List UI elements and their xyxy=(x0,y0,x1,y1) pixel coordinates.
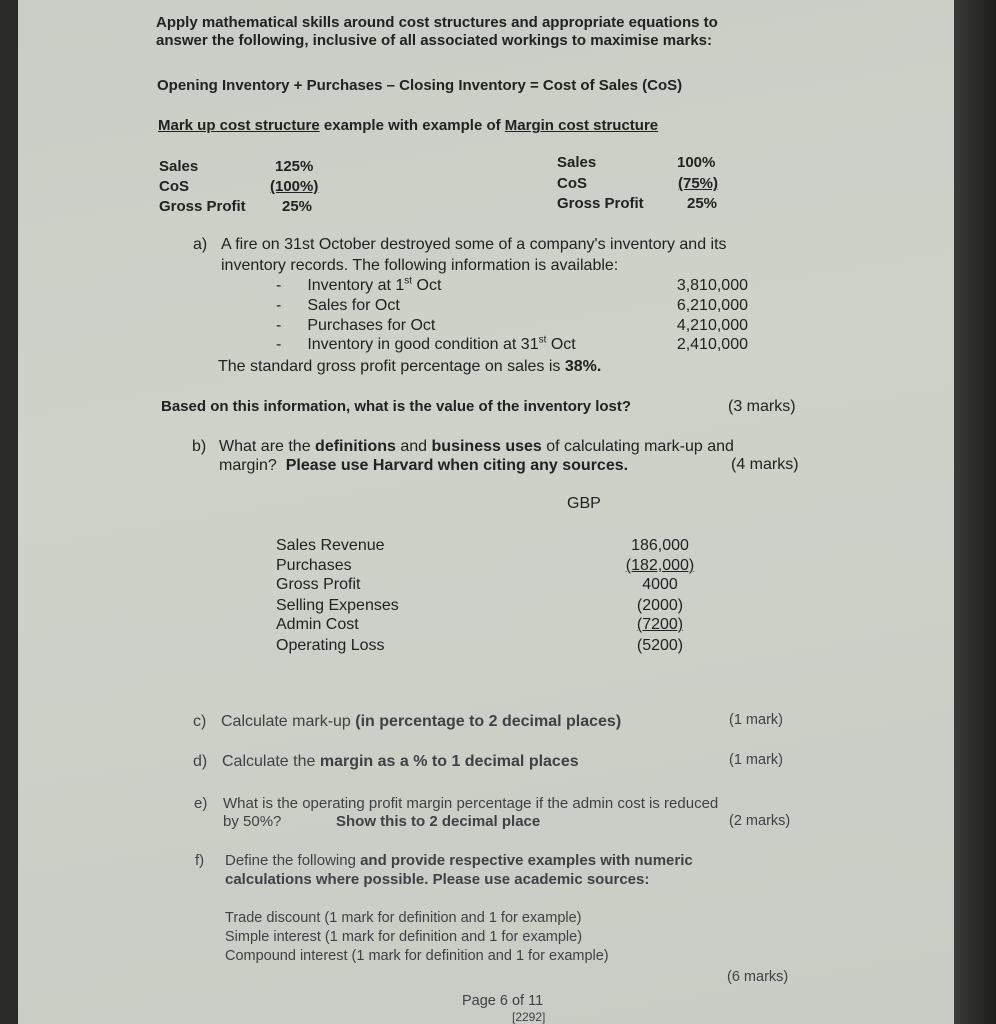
item-text: Purchases for Oct xyxy=(307,317,436,334)
text: Define the following xyxy=(225,852,361,869)
bullet: - xyxy=(276,336,282,353)
question-b-line-2 xyxy=(219,456,628,475)
document-code: [2292] xyxy=(512,1010,546,1024)
markup-label: Gross Profit xyxy=(159,198,246,215)
question-e-marks: (2 marks) xyxy=(729,813,791,829)
markup-value: 125% xyxy=(275,158,314,175)
text-bold: definitions xyxy=(315,438,396,455)
bullet: - xyxy=(276,297,282,314)
intro-line-2: answer the following, inclusive of all associated workings to maximise marks: xyxy=(156,32,713,49)
question-f-label: f) xyxy=(195,852,205,869)
text-bold: (in percentage to 2 decimal places) xyxy=(355,713,622,730)
margin-value: (75%) xyxy=(678,175,719,192)
list-item xyxy=(276,276,441,295)
markup-value: 25% xyxy=(282,198,313,215)
text-bold: margin as a % to 1 decimal places xyxy=(319,753,579,770)
markup-label: CoS xyxy=(159,178,189,195)
margin-heading: Margin cost structure xyxy=(504,117,659,134)
question-e-line-2a: by 50%? xyxy=(223,813,282,830)
text: Calculate mark-up xyxy=(221,713,356,730)
question-a-line-2: inventory records. The following information is available: xyxy=(221,257,619,274)
question-a-marks: (3 marks) xyxy=(728,398,796,415)
item-sup: st xyxy=(538,334,547,346)
question-c-label: c) xyxy=(193,713,207,730)
question-b-marks: (4 marks) xyxy=(731,456,799,473)
statement-value: (5200) xyxy=(636,637,684,654)
statement-value: (2000) xyxy=(636,597,684,614)
question-d-marks: (1 mark) xyxy=(729,752,783,768)
item-value: 6,210,000 xyxy=(676,297,748,314)
question-f-line-1 xyxy=(225,852,693,870)
margin-label: Sales xyxy=(557,154,597,171)
bullet: - xyxy=(276,277,282,294)
screen-edge xyxy=(954,0,996,1024)
item-text: Inventory at 1 xyxy=(307,277,405,294)
intro-line-1: Apply mathematical skills around cost structures and appropriate equations to xyxy=(156,14,718,31)
question-f-marks: (6 marks) xyxy=(727,969,789,985)
text: What are the xyxy=(219,438,316,455)
margin-value: 100% xyxy=(677,154,716,171)
item-value: 3,810,000 xyxy=(676,277,748,294)
document-page xyxy=(18,0,954,1024)
question-a-label: a) xyxy=(193,236,208,253)
item-text-suffix: Oct xyxy=(412,277,442,294)
heading-connector: example with example of xyxy=(319,117,505,134)
statement-value: (7200) xyxy=(636,616,684,633)
statement-label: Sales Revenue xyxy=(276,537,385,554)
margin-label: Gross Profit xyxy=(557,195,644,212)
question-a-prompt: Based on this information, what is the value of the inventory lost? xyxy=(161,398,632,415)
statement-label: Admin Cost xyxy=(276,616,359,633)
page-number: Page 6 of 11 xyxy=(462,993,544,1009)
term-item: Compound interest (1 mark for definition and 1 for example) xyxy=(225,948,609,964)
markup-value: (100%) xyxy=(270,178,319,195)
margin-value: 25% xyxy=(687,195,718,212)
statement-value: 186,000 xyxy=(631,537,689,554)
gross-profit-statement xyxy=(218,357,601,376)
statement-label: Selling Expenses xyxy=(276,597,399,614)
example-heading xyxy=(158,117,658,135)
text: margin? xyxy=(219,457,286,474)
text-bold: and provide respective examples with numeric xyxy=(360,852,693,869)
list-item xyxy=(276,335,576,354)
currency-header: GBP xyxy=(567,495,601,512)
item-value: 2,410,000 xyxy=(676,336,748,353)
item-sup: st xyxy=(404,275,413,287)
question-b-line-1 xyxy=(219,437,734,456)
bullet: - xyxy=(276,317,282,334)
list-item xyxy=(276,296,400,315)
question-b-label: b) xyxy=(192,438,207,455)
cos-equation: Opening Inventory + Purchases – Closing Inventory = Cost of Sales (CoS) xyxy=(157,77,683,94)
text-bold: Please use Harvard when citing any sources. xyxy=(285,457,629,474)
text: of calculating mark-up and xyxy=(541,438,734,455)
question-d-text xyxy=(222,752,579,771)
list-item xyxy=(276,316,435,335)
question-e-line-2b: Show this to 2 decimal place xyxy=(336,813,541,830)
question-a-line-1: A fire on 31st October destroyed some of a company's inventory and its xyxy=(221,236,727,253)
markup-heading: Mark up cost structure xyxy=(158,117,320,134)
term-item: Trade discount (1 mark for definition and 1 for example) xyxy=(225,910,582,926)
statement-value: 4000 xyxy=(642,576,678,593)
item-text-suffix: Oct xyxy=(546,336,576,353)
question-e-line-1: What is the operating profit margin percentage if the admin cost is reduced xyxy=(223,795,719,812)
item-value: 4,210,000 xyxy=(676,317,748,334)
gp-value: 38%. xyxy=(564,358,602,375)
statement-label: Purchases xyxy=(276,557,352,574)
question-c-text xyxy=(221,712,621,731)
statement-label: Gross Profit xyxy=(276,576,361,593)
text-bold: business uses xyxy=(431,438,542,455)
margin-label: CoS xyxy=(557,175,587,192)
text: and xyxy=(395,438,432,455)
question-f-line-2: calculations where possible. Please use academic sources: xyxy=(225,871,650,888)
question-e-label: e) xyxy=(194,795,208,812)
item-text: Sales for Oct xyxy=(307,297,400,314)
term-item: Simple interest (1 mark for definition and 1 for example) xyxy=(225,929,583,945)
statement-label: Operating Loss xyxy=(276,637,385,654)
question-d-label: d) xyxy=(193,753,208,770)
statement-value: (182,000) xyxy=(625,557,695,574)
text: Calculate the xyxy=(222,753,320,770)
markup-label: Sales xyxy=(159,158,199,175)
gp-text: The standard gross profit percentage on sales is xyxy=(218,358,565,375)
question-c-marks: (1 mark) xyxy=(729,712,783,728)
item-text: Inventory in good condition at 31 xyxy=(307,336,539,353)
